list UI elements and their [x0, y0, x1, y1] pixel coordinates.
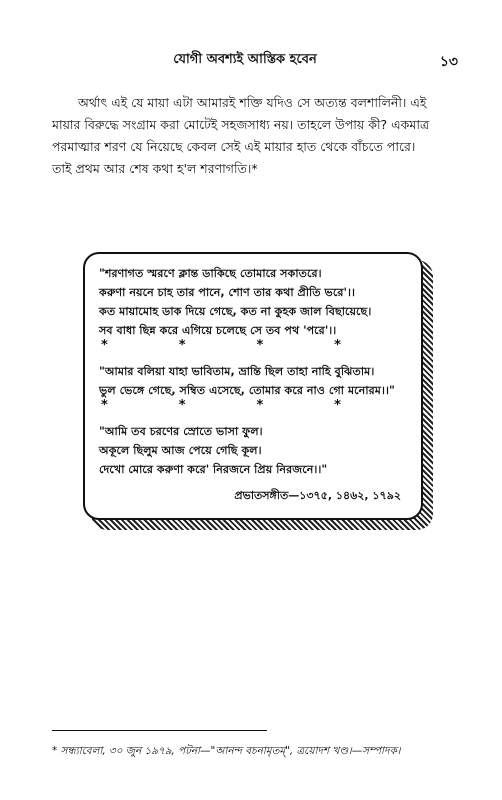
- separator-asterisk: *: [256, 338, 264, 353]
- separator-asterisk: *: [178, 398, 186, 413]
- poem-line: দেখো মোরে করুণা করে' নিরজনে প্রিয় নিরজনে।।": [99, 463, 328, 476]
- separator-asterisk: *: [101, 338, 108, 353]
- poem-line: কত মায়ামোহ ডাক দিয়ে গেছে, কত না কুহক জাল বিছায়েছে।: [99, 305, 372, 318]
- paragraph-line: অর্থাৎ এই যে মায়া এটা আমারই শক্তি যদিও সে অত্যন্ত বলশালিনী। এই: [78, 95, 427, 110]
- poem-attribution: প্রভাতসঙ্গীত—১৩৭৫, ১৪৬২, ১৭৯২: [234, 489, 401, 502]
- poem-stanza-2: [99, 362, 411, 400]
- separator-asterisk: *: [256, 398, 264, 413]
- poem-line: ভুল ভেঙ্গে গেছে, সম্বিত এসেছে, তোমার করে নাও গো মনোরম।।": [99, 384, 395, 397]
- poem-box: [83, 252, 423, 520]
- poem-line: "আমার বলিয়া যাহা ভাবিতাম, ভ্রান্তি ছিল তাহা নাহি বুঝিতাম।: [99, 365, 375, 378]
- paragraph-line: মায়ার বিরুদ্ধে সংগ্রাম করা মোটেই সহজসাধ্য নয়। তাহলে উপায় কী? একমাত্র: [52, 117, 430, 132]
- poem-stanza-3: [99, 422, 411, 479]
- separator-asterisk: *: [334, 398, 341, 413]
- footnote-divider: [52, 730, 267, 731]
- separator-asterisk: *: [178, 338, 186, 353]
- poem-line: করুণা নয়নে চাহ তার পানে, শোণ তার কথা প্রীতি ভরে'।।: [99, 286, 355, 299]
- body-paragraph: [52, 92, 470, 180]
- stanza-separator: [99, 400, 341, 416]
- poem-line: "শরণাগত স্মরণে ক্লান্ত ডাকিছে তোমারে সকাতরে।: [99, 267, 322, 280]
- poem-line: অকূলে ছিলুম আজ পেয়ে গেছি কূল।: [99, 444, 262, 457]
- running-head-title: যোগী অবশ্যই আস্তিক হবেন: [173, 52, 317, 67]
- separator-asterisk: *: [334, 338, 341, 353]
- paragraph-line: তাই প্রথম আর শেষ কথা হ'ল শরণাগতি।*: [52, 161, 258, 176]
- poem-line: "আমি তব চরণের স্রোতে ভাসা ফুল।: [99, 425, 263, 438]
- paragraph-line: পরমাত্মার শরণ যে নিয়েছে কেবল সেই এই মায়ার হাত থেকে বাঁচতে পারে।: [52, 139, 416, 154]
- poem-stanza-1: [99, 264, 411, 340]
- footnote: * সন্ধ্যাবেলা, ৩০ জুন ১৯৭৯, পটনা—"আনন্দ বচনামৃতম্", ত্রয়োদশ খণ্ড।—সম্পাদক।: [52, 745, 401, 757]
- stanza-separator: [99, 340, 341, 356]
- page-number: ১৩: [439, 54, 458, 70]
- separator-asterisk: *: [101, 398, 108, 413]
- poem-line: সব বাধা ছিন্ন করে এগিয়ে চলেছে সে তব পথ 'পরে'।।: [99, 324, 337, 337]
